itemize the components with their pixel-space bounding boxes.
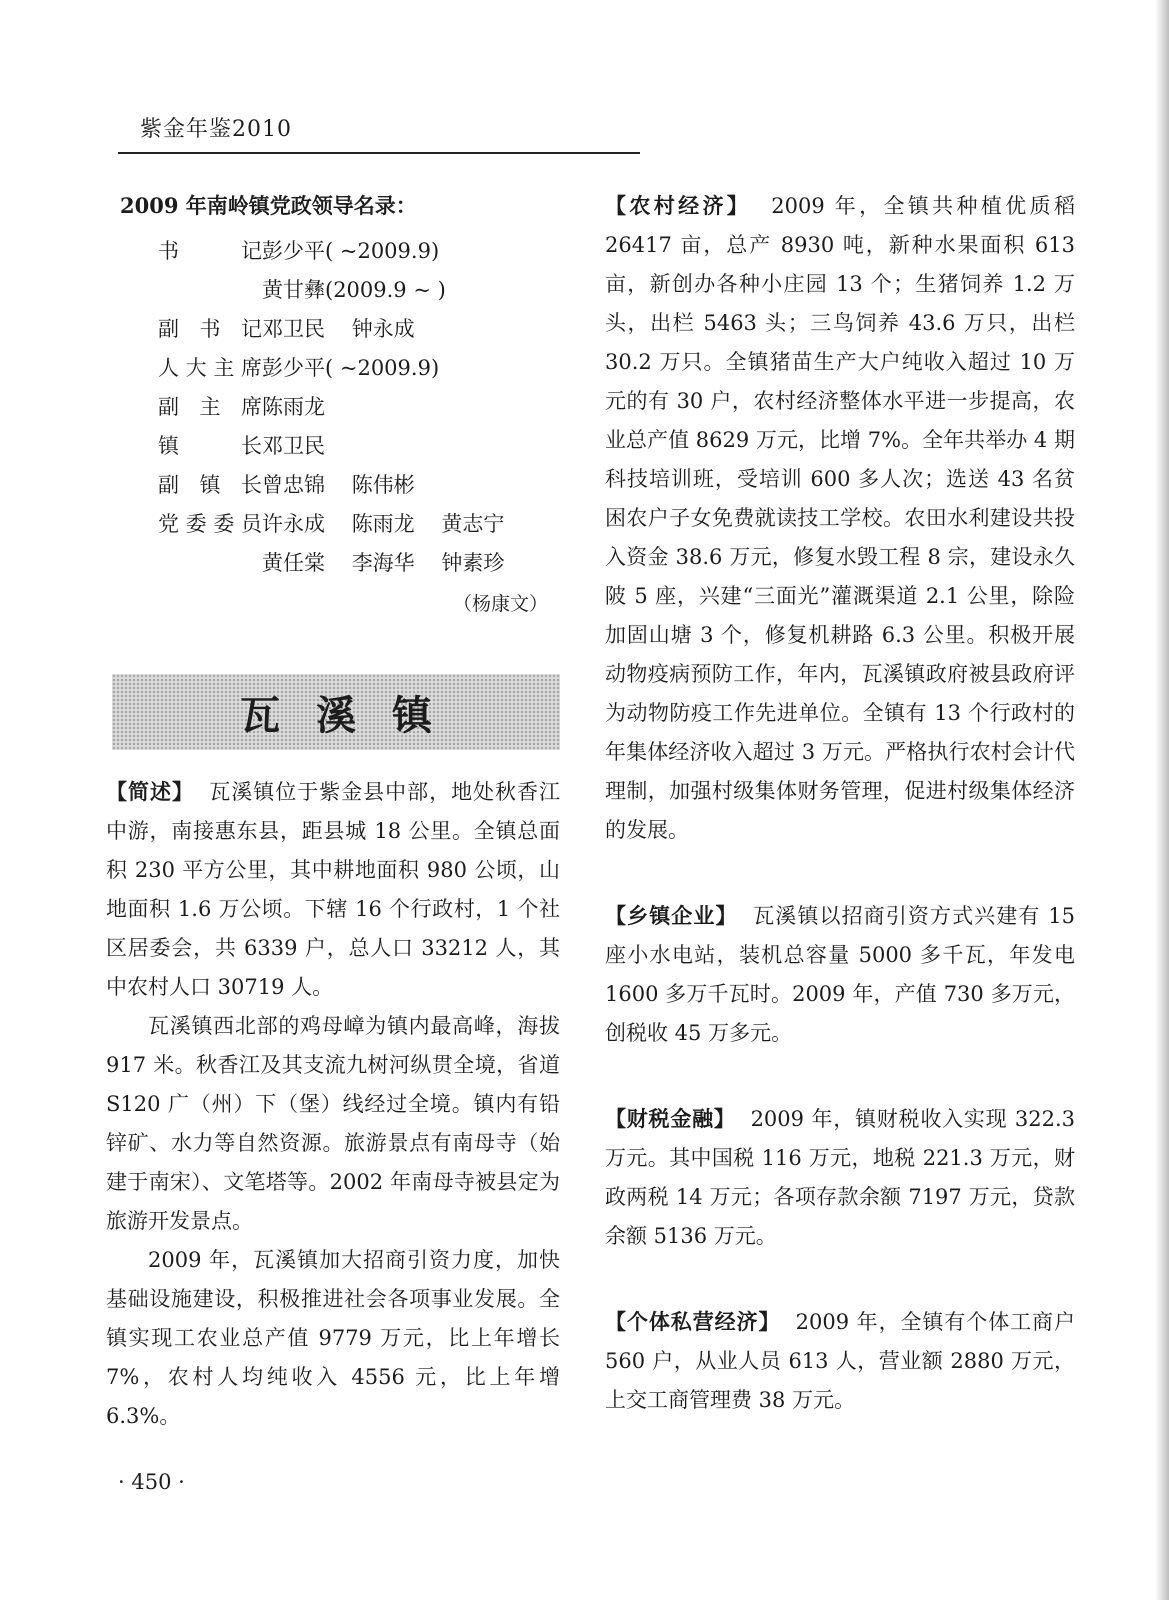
roster-role: 副书记: [158, 317, 262, 341]
section-banner: [112, 674, 560, 750]
page-edge-shadow: [1155, 0, 1169, 1600]
section-text: 2009 年，全镇有个体工商户 560 户，从业人员 613 人，营业额 2880 万元，上交工商管理费 38 万元。: [605, 1310, 1075, 1412]
roster-name: 许永成: [262, 512, 325, 536]
roster-role: 副主席: [158, 395, 262, 419]
roster-name: 彭少平( ~2009.9): [262, 356, 440, 380]
roster-name: 陈伟彬: [351, 473, 415, 497]
roster-names: [262, 427, 560, 466]
roster-name: 黄任棠: [262, 551, 325, 575]
section-text: 2009 年，全镇共种植优质稻 26417 亩，总产 8930 吨，新种水果面积 613 亩，新创办各种小庄园 13 个；生猪饲养 1.2 万头，出栏 5463 头；三鸟饲养 43.6 万只，出栏 30.2 万只。全镇猪苗生产大户纯收入超过 10 万元的有 30 户，农村经济整体水平进一步提高，农业总产值 8629 万元，比增 7%。全年共举办 4 期科技培训班，受培训 600 多人次；选送 43 名贫困农户子女免费就读技工学校。农田水利建设共投入资金 38.6 万元，修复水毁工程 8 宗，建设永久陂 5 座，兴建“三面光”灌溉渠道 2.1 公里，除险加固山塘 3 个，修复机耕路 6.3 公里。积极开展动物疫病预防工作，年内，瓦溪镇政府被县政府评为动物防疫工作先进单位。全镇有 13 个行政村的年集体经济收入超过 3 万元。严格执行农村会计代理制，加强村级集体财务管理，促进村级集体经济的发展。: [605, 194, 1075, 842]
section-township-enterprises: [605, 896, 1075, 1053]
roster-name: 曾忠锦: [262, 473, 325, 497]
left-column: [106, 180, 560, 1436]
roster-role: 镇 长: [158, 434, 262, 458]
roster-role: 副镇长: [158, 473, 262, 497]
section-paragraph: [605, 186, 1075, 850]
section-rural-economy: [605, 186, 1075, 850]
body-paragraph: 瓦溪镇西北部的鸡母嶂为镇内最高峰，海拔 917 米。秋香江及其支流九树河纵贯全境，省道 S120 广（州）下（堡）线经过全境。镇内有铅锌矿、水力等自然资源。旅游景点有南母寺（始建于南宋）、文笔塔等。2002 年南母寺被县定为旅游开发景点。: [106, 1014, 560, 1233]
town-summary: [106, 772, 560, 1436]
roster-row: [106, 466, 560, 505]
section-text: 瓦溪镇位于紫金县中部，地处秋香江中游，南接惠东县，距县城 18 公里。全镇总面积 230 平方公里，其中耕地面积 980 公顷，山地面积 1.6 万公顷。下辖 16 个行政村，1 个社区居委会，共 6339 户，总人口 33212 人，其中农村人口 30719 人。: [106, 780, 561, 999]
section-paragraph: [605, 1302, 1075, 1420]
roster-names: [262, 349, 560, 388]
roster-row: [106, 544, 560, 583]
roster-row: [106, 505, 560, 544]
roster-role: 人大主席: [158, 356, 262, 380]
author-byline: （杨康文）: [452, 593, 548, 615]
roster-name: 彭少平( ~2009.9): [262, 239, 440, 263]
section-paragraph: [605, 896, 1075, 1053]
section-finance: [605, 1099, 1075, 1256]
roster-row: [106, 271, 560, 310]
roster-names: [262, 388, 560, 427]
header-rule: [118, 152, 640, 154]
page-number: · 450 ·: [118, 1470, 185, 1494]
roster-name: 钟永成: [351, 317, 415, 341]
section-text: 2009 年，镇财税收入实现 322.3 万元。其中国税 116 万元，地税 221.3 万元，财政两税 14 万元；各项存款余额 7197 万元，贷款余额 5136 万元。: [605, 1107, 1075, 1248]
roster-row: [106, 427, 560, 466]
section-label: 【财税金融】: [605, 1106, 736, 1131]
section-paragraph: [605, 1099, 1075, 1256]
roster-row: [106, 388, 560, 427]
section-label: 【简述】: [106, 779, 194, 804]
roster-row: [106, 232, 560, 271]
roster-role: 书 记: [158, 239, 262, 263]
roster-names: [262, 466, 560, 505]
running-header: 紫金年鉴2010: [140, 117, 292, 142]
roster-name: 陈雨龙: [262, 395, 325, 419]
roster-title: 2009 年南岭镇党政领导名录：: [120, 193, 417, 218]
body-paragraph: 2009 年，瓦溪镇加大招商引资力度，加快基础设施建设，积极推进社会各项事业发展。全镇实现工农业总产值 9779 万元，比上年增长 7%，农村人均纯收入 4556 元，比上年增 6.3%。: [106, 1248, 560, 1428]
roster-role: 党委委员: [158, 512, 262, 536]
roster-name: 邓卫民: [262, 317, 325, 341]
town-name-heading: 瓦溪镇: [240, 691, 468, 739]
roster-names: [262, 310, 560, 349]
roster-names: [262, 505, 560, 544]
roster-names: [262, 271, 560, 310]
roster-name: 陈雨龙: [351, 512, 415, 536]
section-label: 【乡镇企业】: [605, 903, 738, 928]
roster-name: 黄甘彝(2009.9 ~ ): [262, 278, 446, 302]
roster-names: [262, 544, 560, 583]
section-label: 【个体私营经济】: [605, 1309, 781, 1334]
roster-name: 李海华: [351, 551, 415, 575]
roster-name: 黄志宁: [441, 512, 505, 536]
section-label: 【农村经济】: [605, 193, 752, 218]
roster-names: [262, 232, 560, 271]
roster-name: 邓卫民: [262, 434, 325, 458]
roster-name: 钟素珍: [441, 551, 505, 575]
roster-row: [106, 310, 560, 349]
section-private-economy: [605, 1302, 1075, 1420]
summary-paragraph: [106, 772, 560, 1007]
roster-row: [106, 349, 560, 388]
section-text: 瓦溪镇以招商引资方式兴建有 15 座小水电站，装机总容量 5000 多千瓦，年发电 1600 多万千瓦时。2009 年，产值 730 多万元，创税收 45 万多元。: [605, 904, 1075, 1045]
right-column: [605, 180, 1075, 1466]
